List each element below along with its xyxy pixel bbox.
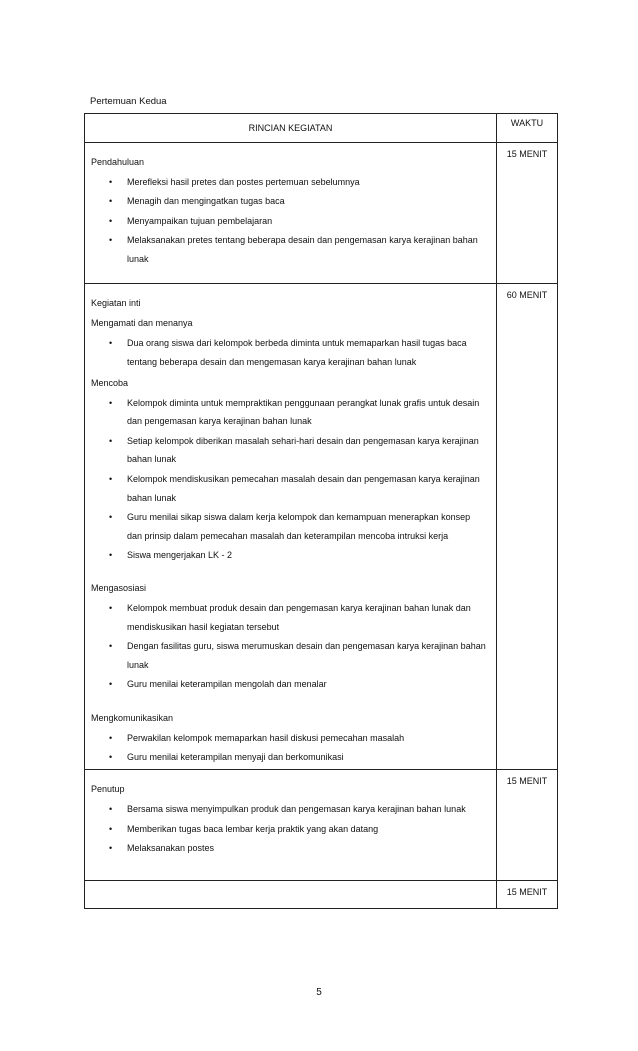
- list-item: • Kelompok mendiskusikan pemecahan masalah desain dan pengemasan karya kerajinan bahan lunak: [127, 470, 492, 508]
- time-cell-inti: 60 MENIT: [497, 283, 558, 769]
- section-title-penutup: Penutup: [91, 784, 125, 795]
- list-item: • Guru menilai keterampilan mengolah dan menalar: [127, 675, 492, 694]
- time-cell-last: 15 MENIT: [497, 881, 558, 909]
- list-item: • Dengan fasilitas guru, siswa merumuskan desain dan pengemasan karya kerajinan bahan lunak: [127, 637, 492, 675]
- activity-cell-pendahuluan: [85, 143, 497, 284]
- list-item: • Setiap kelompok diberikan masalah sehari-hari desain dan pengemasan karya kerajinan bahan lunak: [127, 432, 492, 470]
- table-header-row: [85, 114, 558, 143]
- list-mengasosiasi: [91, 599, 492, 694]
- list-item: • Menyampaikan tujuan pembelajaran: [127, 212, 492, 231]
- list-item: • Merefleksi hasil pretes dan postes pertemuan sebelumnya: [127, 173, 492, 192]
- activity-cell-empty: [85, 881, 497, 909]
- list-pendahuluan: [91, 173, 492, 268]
- table-row: [85, 283, 558, 769]
- header-activity: RINCIAN KEGIATAN: [85, 114, 497, 143]
- list-item: • Bersama siswa menyimpulkan produk dan pengemasan karya kerajinan bahan lunak: [127, 800, 492, 819]
- section-title-pendahuluan: Pendahuluan: [91, 157, 145, 167]
- time-cell-pendahuluan: 15 MENIT: [497, 143, 558, 284]
- page-heading: Pertemuan Kedua: [90, 96, 167, 107]
- list-mengamati: [91, 334, 492, 372]
- list-item: • Guru menilai keterampilan menyaji dan berkomunikasi: [127, 748, 492, 767]
- list-item: • Dua orang siswa dari kelompok berbeda diminta untuk memaparkan hasil tugas baca tentang beberapa desain dan mengemasan karya kerajinan bahan lunak: [127, 334, 492, 372]
- table-row: [85, 770, 558, 881]
- subsection-title-mengasosiasi: Mengasosiasi: [91, 583, 147, 594]
- table-row: [85, 881, 558, 909]
- subsection-title-mengamati: Mengamati dan menanya: [91, 317, 193, 328]
- list-item: • Memberikan tugas baca lembar kerja praktik yang akan datang: [127, 820, 492, 839]
- list-item: • Kelompok diminta untuk mempraktikan penggunaan perangkat lunak grafis untuk desain dan pengemasan karya kerajinan bahan lunak: [127, 394, 492, 432]
- table-row: [85, 143, 558, 284]
- list-item: • Guru menilai sikap siswa dalam kerja kelompok dan kemampuan menerapkan konsep dan prinsip dalam pemecahan masalah dan keterampilan mencoba intruksi kerja: [127, 508, 492, 546]
- activity-cell-inti: [85, 283, 497, 769]
- time-cell-penutup: 15 MENIT: [497, 770, 558, 881]
- list-item: • Melaksanakan postes: [127, 839, 492, 858]
- subsection-title-mencoba: Mencoba: [91, 377, 129, 388]
- page-number: 5: [316, 987, 322, 998]
- list-item: • Melaksanakan pretes tentang beberapa desain dan pengemasan karya kerajinan bahan lunak: [127, 231, 492, 269]
- activity-cell-penutup: [85, 770, 497, 881]
- header-time: WAKTU: [497, 114, 558, 143]
- list-mengkomunikasikan: [91, 729, 492, 767]
- list-item: • Perwakilan kelompok memaparkan hasil diskusi pemecahan masalah: [127, 729, 492, 748]
- list-item: • Kelompok membuat produk desain dan pengemasan karya kerajinan bahan lunak dan mendiskusikan hasil kegiatan tersebut: [127, 599, 492, 637]
- list-item: • Menagih dan mengingatkan tugas baca: [127, 192, 492, 211]
- list-mencoba: [91, 394, 492, 565]
- section-title-inti: Kegiatan inti: [91, 297, 141, 308]
- subsection-title-mengkomunikasikan: Mengkomunikasikan: [91, 712, 174, 723]
- activity-table: [84, 113, 558, 909]
- list-penutup: [91, 800, 492, 857]
- list-item: • Siswa mengerjakan LK - 2: [127, 546, 492, 565]
